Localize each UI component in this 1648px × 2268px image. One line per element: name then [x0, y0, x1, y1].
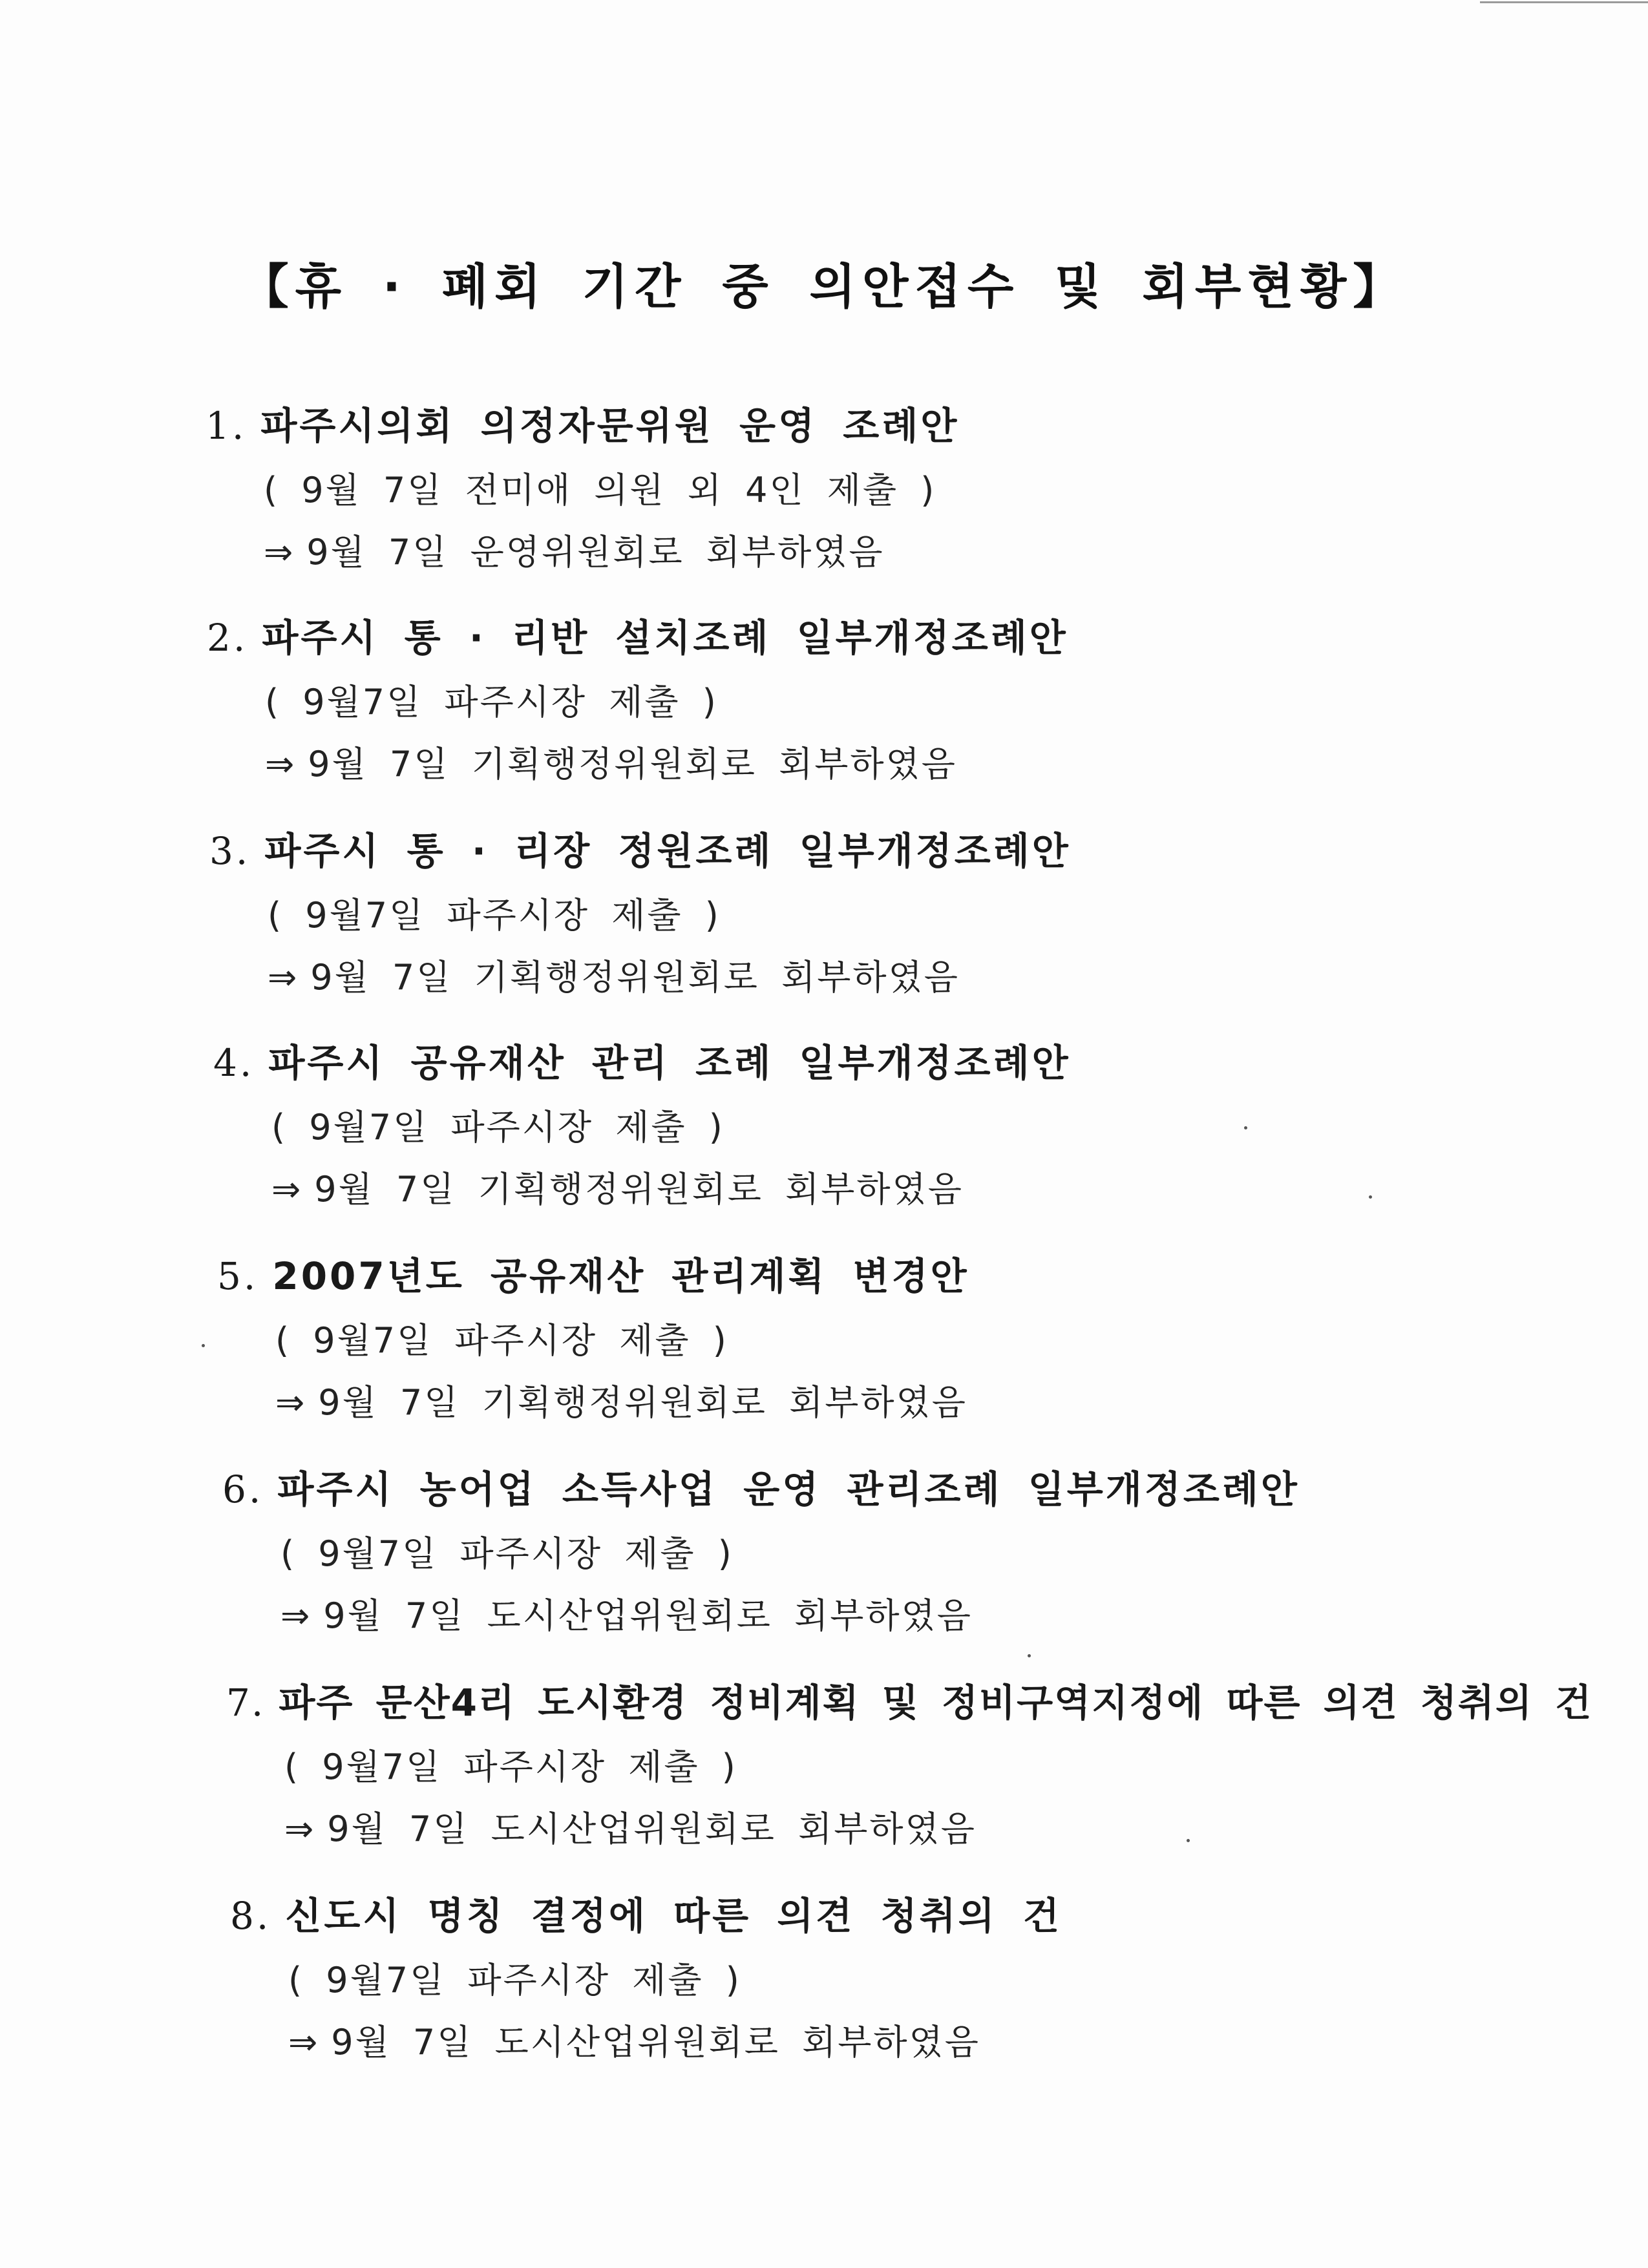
agenda-item-referral — [284, 1801, 977, 1851]
agenda-item-referral — [280, 1588, 973, 1638]
referral-arrow-icon: ⇒ — [275, 1382, 307, 1423]
agenda-item-submitted: ( 9월 7일 전미애 의원 외 4인 제출 ) — [264, 470, 936, 510]
referral-arrow-icon: ⇒ — [284, 1809, 316, 1849]
scan-speck — [1244, 1126, 1247, 1129]
agenda-item-name: 파주시 공유재산 관리 조례 일부개정조례안 — [268, 1041, 1071, 1085]
agenda-item-heading — [217, 1246, 969, 1300]
agenda-item-name: 파주 문산4리 도시환경 정비계획 및 정비구역지정에 따른 의견 청취의 건 — [279, 1681, 1593, 1725]
agenda-item-number: 6. — [222, 1467, 264, 1511]
referral-arrow-icon: ⇒ — [271, 1169, 303, 1210]
agenda-item-number: 2. — [207, 616, 248, 660]
agenda-item-submitted: ( 9월7일 파주시장 제출 ) — [275, 1320, 728, 1361]
agenda-item-referral-text: 9월 7일 도시산업위원회로 회부하였음 — [323, 1595, 973, 1636]
agenda-item-referral — [268, 950, 960, 1000]
scan-speck — [1187, 1839, 1190, 1842]
agenda-item-referral — [265, 737, 957, 786]
agenda-item-referral-text: 9월 7일 도시산업위원회로 회부하였음 — [331, 2022, 980, 2063]
agenda-item-name: 파주시 통 · 리반 설치조례 일부개정조례안 — [262, 616, 1068, 660]
agenda-item-name: 파주시 통 · 리장 정원조례 일부개정조례안 — [264, 829, 1071, 873]
agenda-item-number: 4. — [213, 1041, 255, 1085]
agenda-item-referral — [288, 2015, 980, 2064]
agenda-item-referral-text: 9월 7일 기획행정위원회로 회부하였음 — [310, 957, 960, 998]
agenda-item-heading — [209, 821, 1071, 875]
agenda-item-submitted: ( 9월7일 파주시장 제출 ) — [265, 682, 718, 722]
agenda-item-number: 7. — [226, 1681, 265, 1725]
agenda-item-heading — [230, 1885, 1062, 1940]
agenda-item-number: 3. — [209, 829, 251, 873]
scan-speck — [1369, 1195, 1372, 1199]
agenda-item-submitted: ( 9월7일 파주시장 제출 ) — [280, 1533, 734, 1574]
referral-arrow-icon: ⇒ — [265, 744, 297, 784]
agenda-item-number: 1. — [206, 404, 247, 448]
referral-arrow-icon: ⇒ — [280, 1595, 312, 1636]
agenda-item-submitted: ( 9월7일 파주시장 제출 ) — [288, 1960, 741, 2000]
agenda-item-referral — [264, 525, 885, 574]
agenda-item-referral-text: 9월 7일 도시산업위원회로 회부하였음 — [327, 1809, 977, 1849]
agenda-item-name: 파주시 농어업 소득사업 운영 관리조례 일부개정조례안 — [277, 1467, 1300, 1511]
agenda-item-referral — [271, 1162, 964, 1212]
agenda-item-referral-text: 9월 7일 운영위원회로 회부하였음 — [306, 532, 885, 572]
agenda-item-heading — [222, 1459, 1300, 1513]
agenda-item-referral-text: 9월 7일 기획행정위원회로 회부하였음 — [318, 1382, 967, 1423]
agenda-item-number: 5. — [217, 1254, 259, 1298]
agenda-item-heading — [207, 607, 1068, 662]
agenda-item-heading — [206, 395, 959, 450]
agenda-item-heading — [226, 1672, 1592, 1727]
agenda-item-submitted: ( 9월7일 파주시장 제출 ) — [284, 1747, 737, 1787]
agenda-item-submitted: ( 9월7일 파주시장 제출 ) — [271, 1107, 724, 1148]
agenda-item-name: 파주시의회 의정자문위원 운영 조례안 — [260, 404, 960, 448]
agenda-item-referral-text: 9월 7일 기획행정위원회로 회부하였음 — [308, 744, 957, 784]
agenda-item-name: 신도시 명칭 결정에 따른 의견 청취의 건 — [285, 1894, 1062, 1938]
agenda-item-referral — [275, 1375, 967, 1425]
scan-speck — [202, 1344, 205, 1347]
referral-arrow-icon: ⇒ — [288, 2022, 320, 2063]
document-title: 【휴 · 폐회 기간 중 의안접수 및 회부현황】 — [240, 259, 1408, 315]
agenda-item-heading — [213, 1033, 1071, 1087]
agenda-item-number: 8. — [230, 1894, 271, 1938]
referral-arrow-icon: ⇒ — [268, 957, 299, 998]
agenda-item-referral-text: 9월 7일 기획행정위원회로 회부하였음 — [314, 1169, 964, 1210]
agenda-item-submitted: ( 9월7일 파주시장 제출 ) — [268, 895, 721, 936]
referral-arrow-icon: ⇒ — [264, 532, 295, 572]
scan-speck — [1028, 1654, 1031, 1657]
agenda-item-name: 2007년도 공유재산 관리계획 변경안 — [272, 1254, 969, 1298]
